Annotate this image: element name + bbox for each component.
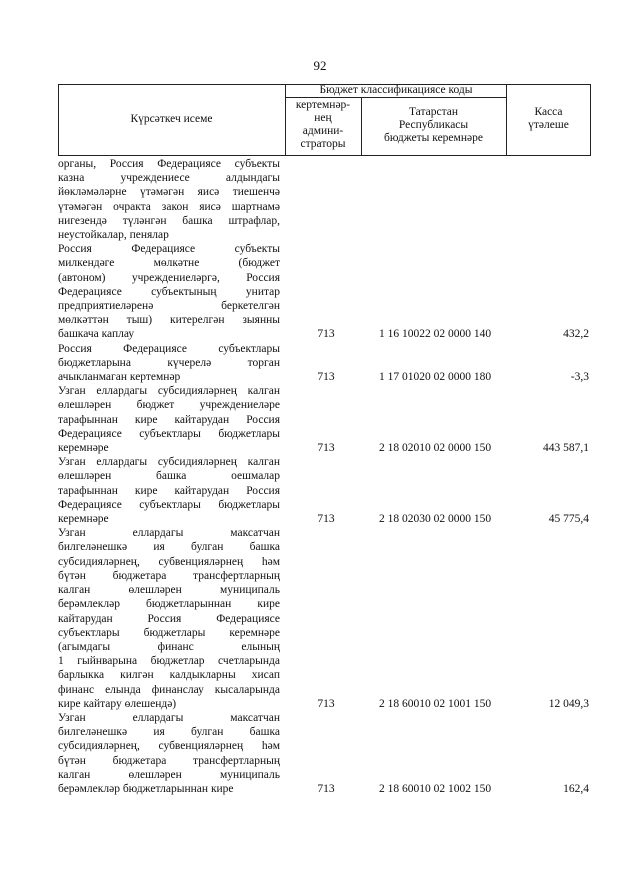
header-budget-class-codes: Бюджет классификациясе коды: [319, 84, 473, 96]
indicator-name-line: Федерациясе субъектының унитар: [58, 285, 280, 298]
indicator-name-line: милкендәге мөлкәтне (бюджет: [58, 257, 280, 270]
indicator-name-line: Россия Федерациясе субъектлары: [58, 342, 280, 355]
header-revenue-line: Республикасы: [398, 119, 469, 131]
indicator-name-line: Узган еллардагы максатчан: [58, 527, 280, 540]
indicator-name-line: өлешләрен башка оешмалар: [58, 470, 280, 483]
indicator-name-line: башкача каплау: [58, 328, 135, 341]
indicator-name-line: бюджетларына күчерелә торган: [58, 356, 280, 369]
header-revenue-line: бюджеты керемнәре: [384, 132, 483, 144]
indicator-name-line: бүтән бюджетара трансфертларның: [58, 569, 280, 582]
indicator-name-cell: [58, 455, 280, 526]
indicator-name-line: тарафыннан кире кайтарудан Россия: [58, 484, 280, 497]
indicator-name-line: калган өлешләрен муниципаль: [58, 584, 280, 597]
indicator-name-line: ачыкланмаган кертемнәр: [58, 371, 181, 384]
indicator-name-line: берәмлекләр бюджетларыннан кире: [58, 782, 234, 795]
indicator-name-line: тарафыннан кире кайтарудан Россия: [58, 413, 280, 426]
table-row: [58, 342, 591, 385]
indicator-name-line: (агымдагы финанс елының: [58, 640, 280, 653]
admin-code-cell: 713: [317, 697, 335, 710]
table-row: [58, 455, 591, 526]
header-indicator-name: Күрсәткеч исеме: [130, 113, 213, 125]
header-admin-line: кертемнәр-: [295, 99, 351, 111]
admin-code-cell: 713: [317, 371, 335, 384]
header-admin-line: нең: [314, 112, 332, 124]
cash-amount-cell: 12 049,3: [548, 697, 589, 710]
indicator-name-line: (автоном) учреждениеләргә, Россия: [58, 271, 280, 284]
admin-code-cell: 713: [317, 328, 335, 341]
indicator-name-line: субсидияләрнең, субвенцияләрнең һәм: [58, 740, 280, 753]
header-revenue-line: Татарстан: [408, 106, 459, 118]
indicator-name-line: органы, Россия Федерациясе субъекты: [58, 158, 280, 170]
indicator-name-line: өлешләрен бюджет учреждениеләре: [58, 399, 280, 412]
indicator-name-line: керемнәре: [58, 442, 109, 455]
indicator-name-line: мөлкәттән тыш) китерелгән зыянны: [58, 314, 280, 327]
header-cash-line: үтәлеше: [528, 119, 569, 131]
indicator-name-line: нигезендә түләнгән башка штрафлар,: [58, 214, 280, 227]
header-revenue: [361, 106, 506, 145]
indicator-name-line: керемнәре: [58, 513, 109, 526]
header-cash-line: Касса: [534, 106, 563, 118]
indicator-name-line: берәмлекләр бюджетларыннан кире: [58, 598, 280, 611]
indicator-name-line: үтәмәгән очракта закон яисә шартнамә: [58, 200, 280, 213]
indicator-name-line: билгеләнешкә ия булган башка: [58, 726, 280, 739]
indicator-name-line: Федерациясе субъектлары бюджетлары: [58, 427, 280, 440]
header-admin-line: админи-: [302, 125, 344, 137]
table-body: [58, 157, 591, 796]
indicator-name-line: неустойкалар, пенялар: [58, 229, 169, 242]
cash-amount-cell: 162,4: [563, 782, 589, 795]
table-row: [58, 384, 591, 455]
indicator-name-line: Узган еллардагы субсидияләрнең калган: [58, 456, 280, 469]
header-subrule: [285, 97, 507, 98]
budget-code-cell: 2 18 60010 02 1002 150: [378, 782, 492, 795]
cash-amount-cell: 443 587,1: [543, 442, 589, 455]
indicator-name-cell: [58, 242, 280, 341]
table-header: [58, 84, 591, 156]
indicator-name-line: калган өлешләрен муниципаль: [58, 768, 280, 781]
indicator-name-line: кире кайтару өлешендә): [58, 697, 177, 710]
cash-amount-cell: -3,3: [570, 371, 589, 384]
header-cash: [506, 106, 591, 132]
header-admin: [285, 99, 361, 151]
indicator-name-line: бүтән бюджетара трансфертларның: [58, 754, 280, 767]
indicator-name-line: кайтарудан Россия Федерациясе: [58, 612, 280, 625]
indicator-name-cell: [58, 342, 280, 385]
table-row: [58, 526, 591, 711]
header-bottom-rule: [58, 155, 591, 156]
admin-code-cell: 713: [317, 782, 335, 795]
indicator-name-line: 1 гыйнварына бюджетлар счетларында: [58, 655, 280, 668]
admin-code-cell: 713: [317, 442, 335, 455]
budget-code-cell: 2 18 02010 02 0000 150: [378, 442, 492, 455]
indicator-name-line: Узган еллардагы субсидияләрнең калган: [58, 385, 280, 398]
admin-code-cell: 713: [317, 513, 335, 526]
indicator-name-line: финанс елында финанслау кысаларында: [58, 683, 280, 696]
indicator-name-line: субъектлары бюджетлары керемнәре: [58, 626, 280, 639]
header-admin-line: страторы: [300, 138, 346, 150]
indicator-name-cell: [58, 157, 280, 242]
indicator-name-line: Федерациясе субъектлары бюджетлары: [58, 498, 280, 511]
indicator-name-line: барлыкка килгән калдыкларны хисап: [58, 669, 280, 682]
cash-amount-cell: 45 775,4: [548, 513, 589, 526]
indicator-name-line: субсидияләрнең, субвенцияләрнең һәм: [58, 555, 280, 568]
page-number: 92: [313, 58, 327, 73]
table-row: [58, 242, 591, 341]
cash-amount-cell: 432,2: [563, 328, 589, 341]
budget-code-cell: 2 18 02030 02 0000 150: [378, 513, 492, 526]
indicator-name-line: Узган еллардагы максатчан: [58, 711, 280, 724]
indicator-name-line: билгеләнешкә ия булган башка: [58, 541, 280, 554]
budget-code-cell: 1 16 10022 02 0000 140: [378, 328, 492, 341]
budget-code-cell: 1 17 01020 02 0000 180: [378, 371, 492, 384]
indicator-name-line: предприятиеләренә беркетелгән: [58, 300, 280, 313]
indicator-name-line: казна учреждениесе алдындагы: [58, 172, 280, 185]
indicator-name-line: Россия Федерациясе субъекты: [58, 243, 280, 256]
indicator-name-cell: [58, 384, 280, 455]
budget-code-cell: 2 18 60010 02 1001 150: [378, 697, 492, 710]
indicator-name-cell: [58, 711, 280, 796]
indicator-name-line: йөкләмәләрне үтәмәгән яисә тиешенчә: [58, 186, 280, 199]
table-row: [58, 711, 591, 796]
table-row: [58, 157, 591, 242]
indicator-name-cell: [58, 526, 280, 711]
